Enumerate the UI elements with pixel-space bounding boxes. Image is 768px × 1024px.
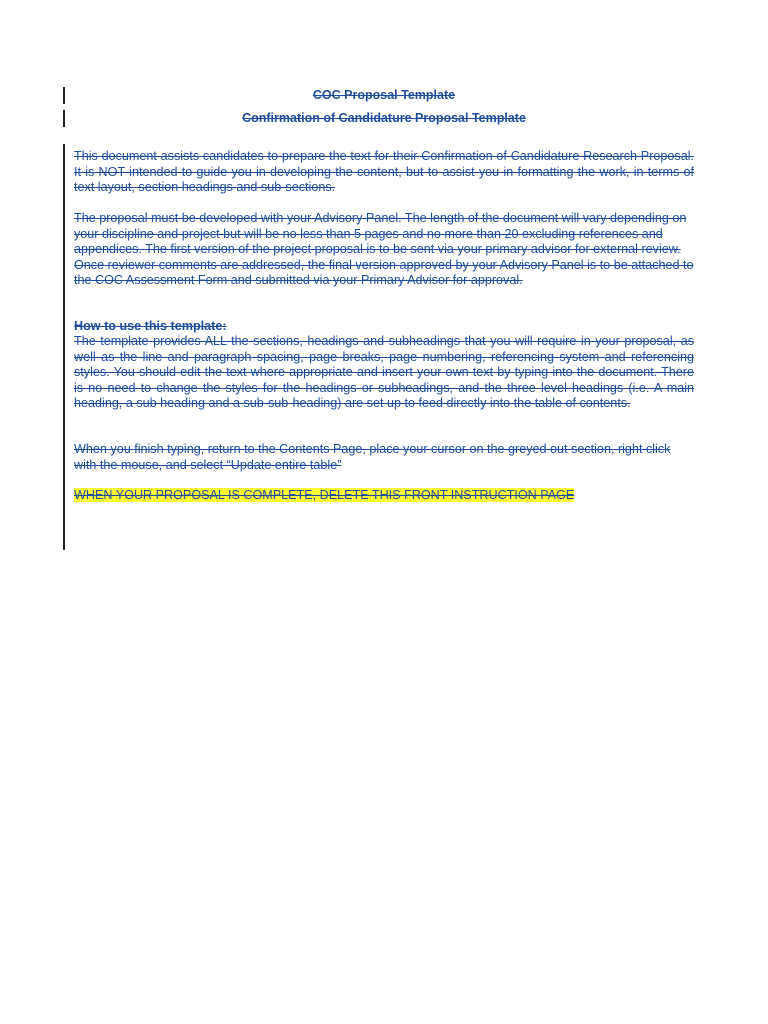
change-bar-subtitle bbox=[63, 110, 65, 127]
delete-notice-text: WHEN YOUR PROPOSAL IS COMPLETE, DELETE THIS FRONT INSTRUCTION PAGE bbox=[74, 488, 575, 502]
finish-paragraph bbox=[74, 442, 694, 473]
howto-paragraph bbox=[74, 334, 694, 412]
howto-paragraph-text: The template provides ALL the sections, headings and subheadings that you will require in your proposal, as well as the line and paragraph spacing, page breaks, page numbering, referencing system and referencing styles. You should edit the text where appropriate and insert your own text by typing into the document. There is no need to change the styles for the headings or subheadings, and the three level headings (i.e. A main heading, a sub heading and a sub-sub-heading) are set up to feed directly into the table of contents. bbox=[74, 334, 694, 410]
document-title-text: COC Proposal Template bbox=[312, 88, 456, 102]
intro-paragraph bbox=[74, 149, 694, 196]
finish-paragraph-text: When you finish typing, return to the Contents Page, place your cursor on the greyed out section, right click with the mouse, and select “Update entire table” bbox=[74, 442, 671, 472]
change-bar-title bbox=[63, 87, 65, 104]
intro-paragraph-text: This document assists candidates to prepare the text for their Confirmation of Candidature Research Proposal. It is NOT intended to guide you in developing the content, but to assist you in formatting the work, in terms of text layout, section headings and sub-sections. bbox=[74, 149, 694, 194]
advisory-panel-paragraph bbox=[74, 211, 694, 289]
document-subtitle-text: Confirmation of Candidature Proposal Template bbox=[242, 111, 526, 125]
document-title bbox=[74, 87, 694, 103]
document-subtitle bbox=[74, 110, 694, 126]
howto-heading-text: How to use this template: bbox=[74, 319, 227, 333]
delete-notice bbox=[74, 488, 694, 504]
howto-heading bbox=[74, 319, 694, 335]
advisory-panel-paragraph-text: The proposal must be developed with your Advisory Panel. The length of the document will vary depending on your discipline and project but will be no less than 5 pages and no more than 20 excluding references and appendices. The first version of the project proposal is to be sent via your primary advisor for external review. Once reviewer comments are addressed, the final version approved by your Advisory Panel is to be attached to the COC Assessment Form and submitted via your Primary Advisor for approval. bbox=[74, 211, 694, 287]
change-bar-body bbox=[63, 144, 65, 550]
